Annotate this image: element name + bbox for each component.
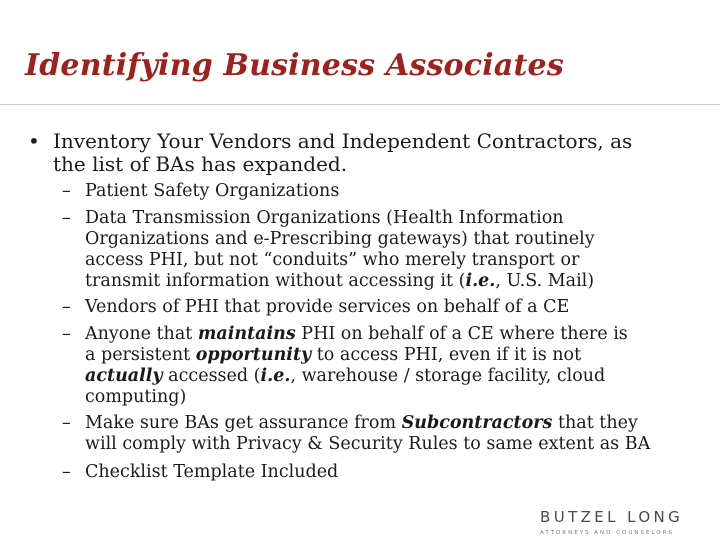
main-bullet-text	[53, 130, 713, 176]
sub-item-line	[62, 324, 712, 345]
sub-item-data-transmission	[62, 208, 712, 292]
slide-title: Identifying Business Associates	[25, 48, 564, 83]
sub-item-line: Patient Safety Organizations	[85, 181, 340, 201]
sub-item-line	[62, 366, 712, 387]
sub-item-line	[62, 413, 712, 434]
text-run: PHI on behalf of a CE where there is	[295, 324, 628, 344]
sub-item-line: Checklist Template Included	[85, 462, 339, 482]
dash-mark: –	[62, 462, 71, 482]
text-run: , warehouse / storage facility, cloud	[290, 366, 606, 386]
sub-item-subcontractors	[62, 413, 712, 455]
dash-mark: –	[62, 181, 71, 201]
main-bullet-line-2: the list of BAs has expanded.	[53, 152, 348, 176]
sub-item-line: will comply with Privacy & Security Rules to same extent as BA	[85, 434, 651, 454]
sub-item-line: Vendors of PHI that provide services on behalf of a CE	[85, 297, 570, 317]
text-run: Anyone that	[85, 324, 198, 344]
dash-mark: –	[62, 208, 71, 228]
emphasis-text: opportunity	[195, 345, 312, 365]
title-divider	[0, 104, 720, 105]
logo-name: BUTZEL LONG	[540, 508, 684, 526]
emphasis-text: Subcontractors	[401, 413, 553, 433]
sub-item-patient-safety	[62, 181, 712, 202]
text-run: accessed (	[162, 366, 261, 386]
sub-item-checklist	[62, 462, 712, 483]
dash-mark: –	[62, 413, 71, 433]
sub-item-vendors-phi	[62, 297, 712, 318]
bullet-mark: •	[28, 129, 40, 153]
sub-item-line: Data Transmission Organizations (Health Information	[85, 208, 564, 228]
sub-item-anyone-maintains	[62, 324, 712, 408]
main-bullet-line-1: Inventory Your Vendors and Independent Contractors, as	[53, 129, 633, 153]
emphasis-text: actually	[85, 366, 163, 386]
text-run: to access PHI, even if it is not	[311, 345, 582, 365]
dash-mark: –	[62, 324, 71, 344]
sub-item-line	[62, 271, 712, 292]
text-run: transmit information without accessing it (	[85, 271, 466, 291]
sub-item-line: access PHI, but not “conduits” who merely transport or	[85, 250, 580, 270]
sub-item-line: computing)	[85, 387, 187, 407]
butzel-long-logo	[540, 508, 715, 540]
text-run: Make sure BAs get assurance from	[85, 413, 402, 433]
text-run: a persistent	[85, 345, 196, 365]
emphasis-text: i.e.	[465, 271, 496, 291]
sub-item-line	[62, 345, 712, 366]
emphasis-text: maintains	[197, 324, 296, 344]
sub-item-line: Organizations and e-Prescribing gateways) that routinely	[85, 229, 595, 249]
text-run: , U.S. Mail)	[495, 271, 595, 291]
emphasis-text: i.e.	[260, 366, 291, 386]
dash-mark: –	[62, 297, 71, 317]
logo-tagline: ATTORNEYS AND COUNSELORS	[540, 530, 674, 536]
text-run: that they	[552, 413, 638, 433]
